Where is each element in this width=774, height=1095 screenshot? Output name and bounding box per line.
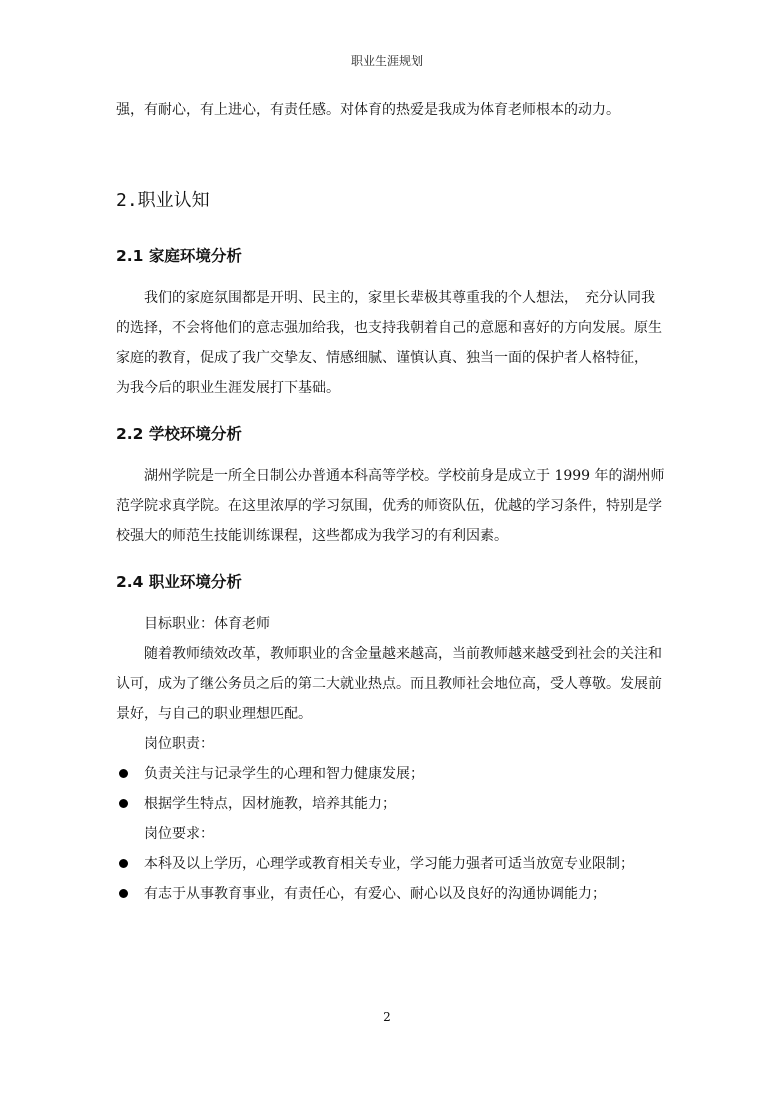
- section-heading: 2.职业认知: [116, 190, 210, 211]
- bullet-icon: [119, 889, 128, 898]
- intro-paragraph-tail: 强，有耐心，有上进心，有责任感。对体育的热爱是我成为体育老师根本的动力。: [116, 102, 620, 118]
- subsection-heading-family: 2.1 家庭环境分析: [116, 247, 242, 265]
- page-number: 2: [383, 1010, 391, 1024]
- bullet-icon: [119, 859, 128, 868]
- list-item: [116, 759, 666, 789]
- subsection-heading-school: 2.2 学校环境分析: [116, 425, 242, 443]
- list-item: [116, 789, 666, 819]
- requirements-list: [116, 849, 666, 909]
- duties-label: 岗位职责：: [144, 736, 214, 752]
- page-content: [116, 95, 666, 909]
- target-career-line: 目标职业：体育老师: [144, 616, 270, 632]
- list-item: [116, 849, 666, 879]
- list-item: [116, 879, 666, 909]
- family-paragraph: 我们的家庭氛围都是开明、民主的，家里长辈极其尊重我的个人想法， 充分认同我的选择，不会将他们的意志强加给我，也支持我朝着自己的意愿和喜好的方向发展。原生家庭的教育，促成了我广交挚友、情感细腻、谨慎认真、独当一面的保护者人格特征， 为我今后的职业生涯发展打下基础。: [116, 290, 662, 396]
- list-item-text: 负责关注与记录学生的心理和智力健康发展；: [144, 766, 424, 782]
- list-item-text: 根据学生特点，因材施教，培养其能力；: [144, 796, 396, 812]
- school-paragraph: 湖州学院是一所全日制公办普通本科高等学校。学校前身是成立于 1999 年的湖州师范学院求真学院。在这里浓厚的学习氛围，优秀的师资队伍，优越的学习条件，特别是学校强大的师范生技能训练课程，这些都成为我学习的有利因素。: [116, 468, 665, 544]
- subsection-heading-career: 2.4 职业环境分析: [116, 573, 242, 591]
- requirements-label: 岗位要求：: [144, 826, 214, 842]
- list-item-text: 本科及以上学历，心理学或教育相关专业，学习能力强者可适当放宽专业限制；: [144, 856, 634, 872]
- running-header: 职业生涯规划: [350, 54, 423, 68]
- bullet-icon: [119, 799, 128, 808]
- career-paragraph: 随着教师绩效改革，教师职业的含金量越来越高，当前教师越来越受到社会的关注和认可，成为了继公务员之后的第二大就业热点。而且教师社会地位高，受人尊敬。发展前景好，与自己的职业理想匹配。: [116, 646, 662, 722]
- bullet-icon: [119, 769, 128, 778]
- duties-list: [116, 759, 666, 819]
- list-item-text: 有志于从事教育事业，有责任心，有爱心、耐心以及良好的沟通协调能力；: [144, 886, 606, 902]
